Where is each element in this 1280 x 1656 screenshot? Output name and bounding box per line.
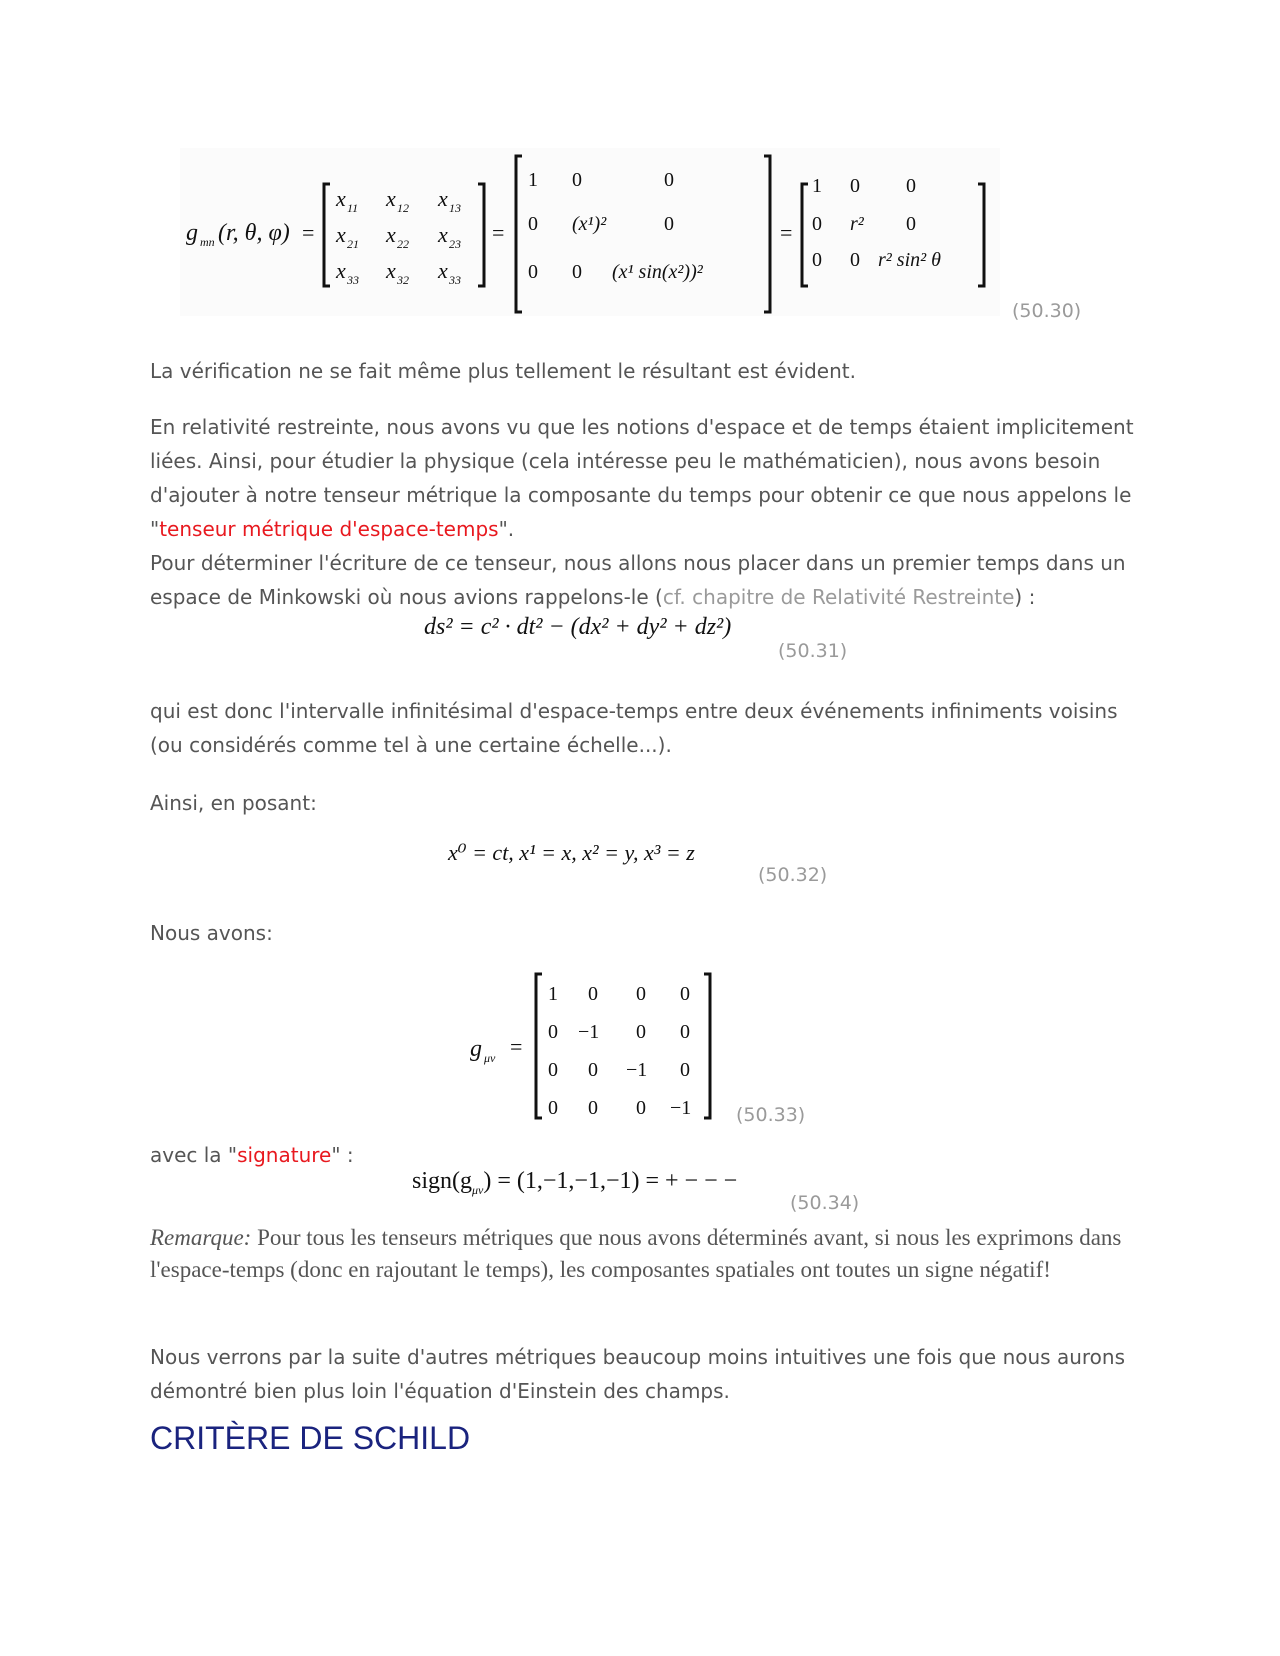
eq30-m2-cell: 0	[664, 213, 674, 235]
eq34-rest: ) = (1,−1,−1,−1) = + − − −	[483, 1168, 738, 1194]
paragraph-relativity-text: En relativité restreinte, nous avons vu que les notions d'espace et de temps étaient implicitement liées. Ainsi, pour étudier la physique (cela intéresse peu le mathématicien), nous avons besoin d'ajouter à notre tenseur métrique la composante du temps pour obtenir ce que nous appelons le "	[150, 415, 1134, 541]
eq30-m1-cell-sub: 22	[397, 237, 409, 251]
eq30-m3-cell: 0	[850, 175, 860, 197]
eq30-m3-cell: r²	[850, 213, 864, 235]
eq30-m1-cell: x	[386, 186, 396, 211]
eq30-m1-cell-sub: 33	[449, 273, 461, 287]
eq30-m1-cell-sub: 13	[449, 201, 461, 215]
eq33-cell: −1	[578, 1021, 600, 1043]
eq30-m2-cell: (x¹)²	[572, 213, 607, 235]
eq30-m2-cell: 1	[528, 169, 538, 191]
eq30-m1-cell: x	[438, 258, 448, 283]
paragraph-signature	[150, 1138, 1140, 1172]
equation-number-50-34: (50.34)	[790, 1192, 860, 1214]
eq30-lhs-args: (r, θ, φ)	[218, 220, 290, 246]
eq30-m1-cell-sub: 32	[397, 273, 409, 287]
eq33-cell: 0	[588, 1097, 598, 1119]
eq33-cell: 0	[588, 983, 598, 1005]
svg-text:=: =	[302, 220, 315, 245]
eq33-lhs: g	[470, 1036, 482, 1062]
eq30-m3-cell: 0	[906, 213, 916, 235]
eq33-cell: −1	[626, 1059, 648, 1081]
equation-number-50-30: (50.30)	[1012, 300, 1082, 322]
eq33-cell: 0	[548, 1021, 558, 1043]
eq33-cell: 0	[548, 1097, 558, 1119]
eq33-cell: 0	[548, 1059, 558, 1081]
equation-number-50-32: (50.32)	[758, 864, 828, 886]
eq30-m1-cell: x	[386, 258, 396, 283]
paragraph-minkowski-end: ) :	[1014, 585, 1036, 609]
equation-50-33-graphic	[466, 968, 726, 1128]
eq30-m2-cell: 0	[528, 261, 538, 283]
paragraph-relativity	[150, 410, 1140, 614]
paragraph-verification: La vérification ne se fait même plus tellement le résultant est évident.	[150, 359, 856, 383]
paragraph-relativity-end: ".	[498, 517, 515, 541]
eq30-m1-cell: x	[336, 186, 346, 211]
eq30-m1-cell: x	[438, 222, 448, 247]
remark-text: Pour tous les tenseurs métriques que nous avons déterminés avant, si nous les exprimons dans l'espace-temps (donc en rajoutant le temps), les composantes spatiales ont toutes un signe négatif!	[150, 1225, 1122, 1282]
svg-text:=: =	[780, 220, 793, 245]
paragraph-minkowski-text: Pour déterminer l'écriture de ce tenseur, nous allons nous placer dans un premier temps dans un espace de Minkowski où nous avions rappelons-le (	[150, 551, 1126, 609]
equation-50-31: ds² = c² · dt² − (dx² + dy² + dz²)	[424, 614, 732, 640]
paragraph-we-have: Nous avons:	[150, 921, 273, 945]
eq30-m1-cell: x	[438, 186, 448, 211]
eq30-m1-cell: x	[336, 222, 346, 247]
eq30-lhs: g	[186, 220, 198, 246]
link-relativity-chapter[interactable]: cf. chapitre de Relativité Restreinte	[662, 585, 1015, 609]
eq33-cell: 0	[636, 983, 646, 1005]
equation-50-34	[412, 1168, 737, 1198]
paragraph-signature-end: " :	[331, 1143, 354, 1167]
eq30-m1-cell-sub: 23	[449, 237, 461, 251]
eq33-cell: 0	[636, 1021, 646, 1043]
remark-label: Remarque:	[150, 1225, 252, 1250]
eq33-cell: 0	[680, 1059, 690, 1081]
eq34-sign: sign(g	[412, 1168, 472, 1194]
eq30-m1-cell-sub: 11	[347, 201, 359, 215]
equation-number-50-33: (50.33)	[736, 1104, 806, 1126]
eq30-m2-cell: 0	[528, 213, 538, 235]
eq30-m3-cell: 0	[906, 175, 916, 197]
equation-50-33	[466, 968, 726, 1128]
eq30-m3-cell: 0	[812, 213, 822, 235]
equation-50-32: x⁰ = ct, x¹ = x, x² = y, x³ = z	[448, 840, 695, 865]
eq30-m2-cell: 0	[664, 169, 674, 191]
paragraph-setting: Ainsi, en posant:	[150, 791, 317, 815]
paragraph-interval: qui est donc l'intervalle infinitésimal d'espace-temps entre deux événements infiniments voisins (ou considérés comme tel à une certaine échelle...).	[150, 699, 1118, 757]
eq33-cell: −1	[670, 1097, 692, 1119]
eq30-m3-cell: 0	[812, 249, 822, 271]
eq33-cell: 0	[680, 983, 690, 1005]
equation-50-30	[180, 148, 1000, 316]
remark-paragraph	[150, 1222, 1140, 1286]
eq30-m1-cell: x	[336, 258, 346, 283]
link-signature[interactable]: signature	[237, 1143, 332, 1167]
eq33-lhs-sub: μν	[484, 1051, 496, 1065]
eq33-cell: 0	[636, 1097, 646, 1119]
eq30-m1-cell-sub: 21	[347, 237, 359, 251]
paragraph-future-metrics: Nous verrons par la suite d'autres métriques beaucoup moins intuitives une fois que nous aurons démontré bien plus loin l'équation d'Einstein des champs.	[150, 1345, 1125, 1403]
eq34-sub: μν	[472, 1182, 484, 1197]
svg-text:=: =	[492, 220, 505, 245]
eq30-m2-cell: 0	[572, 169, 582, 191]
eq33-cell: 1	[548, 983, 558, 1005]
link-spacetime-metric-tensor[interactable]: tenseur métrique d'espace-temps	[159, 517, 499, 541]
eq33-cell: 0	[680, 1021, 690, 1043]
eq30-m3-cell: 0	[850, 249, 860, 271]
eq30-m1-cell-sub: 33	[347, 273, 359, 287]
eq30-lhs-sub: mn	[200, 235, 215, 249]
equation-number-50-31: (50.31)	[778, 640, 848, 662]
eq30-m1-cell-sub: 12	[397, 201, 409, 215]
eq30-m2-cell: (x¹ sin(x²))²	[612, 261, 703, 283]
paragraph-signature-text: avec la "	[150, 1143, 238, 1167]
eq30-m1-cell: x	[386, 222, 396, 247]
eq30-m3-cell: r² sin² θ	[878, 249, 941, 271]
section-heading: CRITÈRE DE SCHILD	[150, 1420, 471, 1456]
svg-text:=: =	[510, 1034, 523, 1059]
eq30-m3-cell: 1	[812, 175, 822, 197]
eq33-cell: 0	[588, 1059, 598, 1081]
equation-50-30-graphic	[180, 148, 1000, 316]
eq30-m2-cell: 0	[572, 261, 582, 283]
